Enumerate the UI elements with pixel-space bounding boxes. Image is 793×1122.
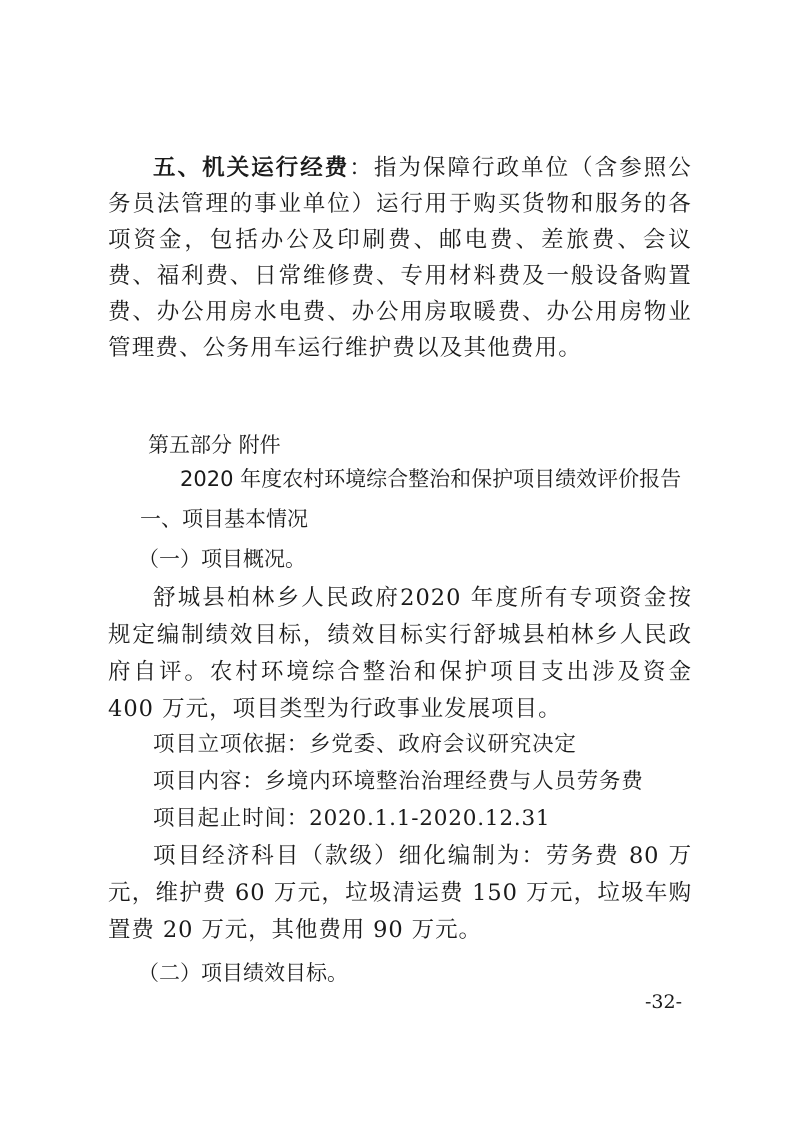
heading-project-overview: （一）项目概况。 <box>138 547 306 571</box>
page-number: -32- <box>645 991 683 1013</box>
heading-project-basics: 一、项目基本情况 <box>140 507 308 531</box>
section-five-paragraph <box>108 150 692 366</box>
project-basis: 项目立项依据：乡党委、政府会议研究决定 <box>153 732 577 757</box>
section-five-text: ：指为保障行政单位（含参照公务员法管理的事业单位）运行用于购买货物和服务的各项资金，包括办公及印刷费、邮电费、差旅费、会议费、福利费、日常维修费、专用材料费及一般设备购置费、办公用房水电费、办公用房取暖费、办公用房物业管理费、公务用车运行维护费以及其他费用。 <box>108 155 692 361</box>
project-period: 项目起止时间：2020.1.1-2020.12.31 <box>153 806 551 831</box>
section-five-label: 五、机关运行经费 <box>153 155 350 181</box>
heading-performance-goals: （二）项目绩效目标。 <box>138 961 348 985</box>
economic-subject-paragraph: 项目经济科目（款级）细化编制为：劳务费 80 万元，维护费 60 万元，垃圾清运费 150 万元，垃圾车购置费 20 万元，其他费用 90 万元。 <box>108 843 692 943</box>
part-heading: 第五部分 附件 <box>148 433 281 457</box>
project-content: 项目内容：乡境内环境整治治理经费与人员劳务费 <box>153 769 644 794</box>
overview-paragraph: 舒城县柏林乡人民政府2020 年度所有专项资金按规定编制绩效目标，绩效目标实行舒城县柏林乡人民政府自评。农村环境综合整治和保护项目支出涉及资金 400 万元，项目类型为行政事业发展项目。 <box>108 585 692 722</box>
report-title: 2020 年度农村环境综合整治和保护项目绩效评价报告 <box>180 467 682 491</box>
